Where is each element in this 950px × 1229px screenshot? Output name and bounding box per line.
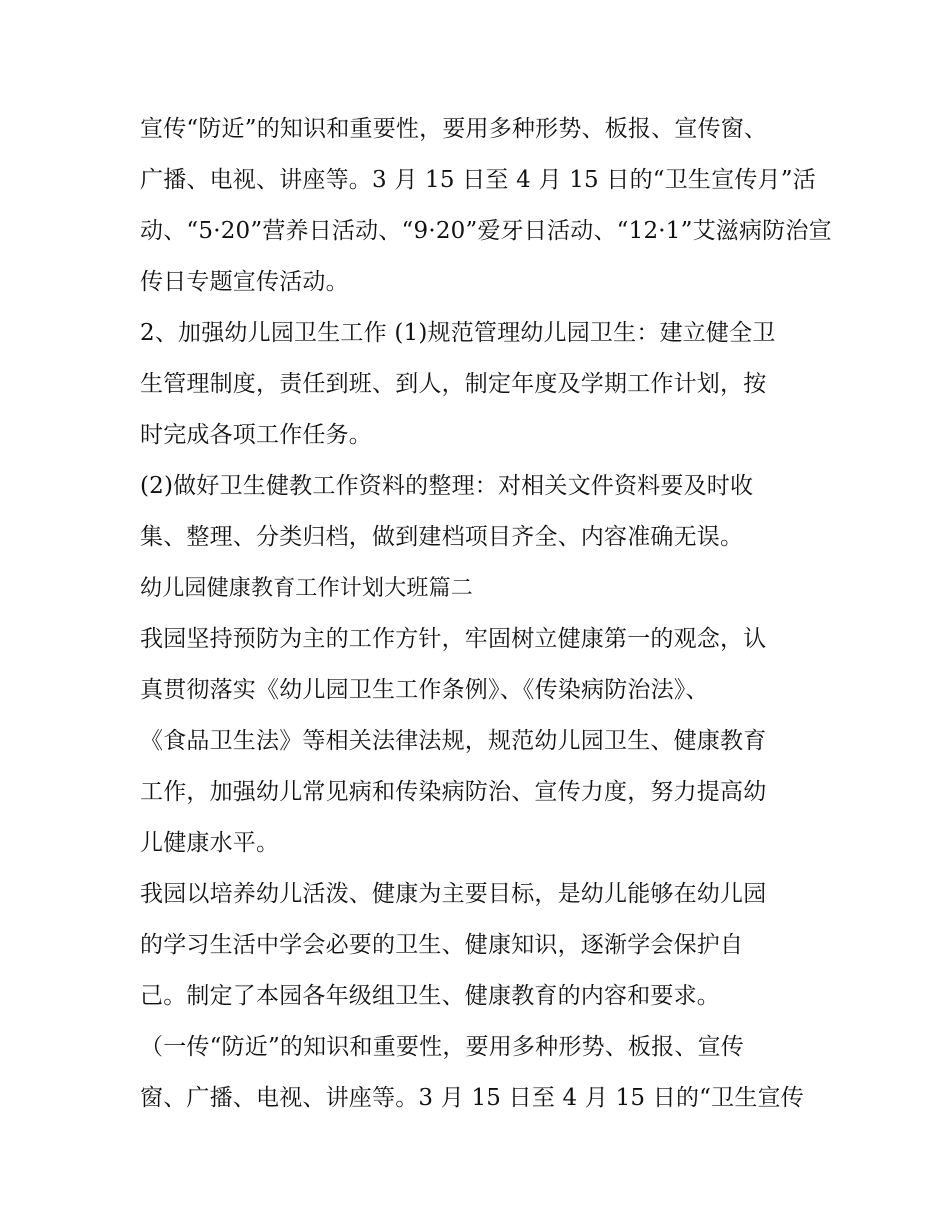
text-line: 时完成各项工作任务。 xyxy=(140,422,372,448)
document-body xyxy=(140,104,832,1124)
text-line: 我园坚持预防为主的工作方针，牢固树立健康第一的观念，认 xyxy=(140,626,767,652)
text-line: 窗、广播、电视、讲座等。3 月 15 日至 4 月 15 日的“卫生宣传 xyxy=(140,1085,804,1111)
text-line: 工作，加强幼儿常见病和传染病防治、宣传力度，努力提高幼 xyxy=(140,779,767,805)
text-line: 传日专题宣传活动。 xyxy=(140,269,349,295)
text-line: 我园以培养幼儿活泼、健康为主要目标，是幼儿能够在幼儿园 xyxy=(140,881,767,907)
text-line: 的学习生活中学会必要的卫生、健康知识，逐渐学会保护自 xyxy=(140,932,744,958)
text-line: (2)做好卫生健教工作资料的整理：对相关文件资料要及时收 xyxy=(140,473,754,499)
text-line: 生管理制度，责任到班、到人，制定年度及学期工作计划，按 xyxy=(140,371,767,397)
text-line: 2、加强幼儿园卫生工作 (1)规范管理幼儿园卫生：建立健全卫 xyxy=(140,320,776,346)
text-line: 《食品卫生法》等相关法律法规，规范幼儿园卫生、健康教育 xyxy=(140,728,767,754)
text-line: （一传“防近”的知识和重要性，要用多种形势、板报、宣传 xyxy=(140,1034,744,1060)
text-line: 广播、电视、讲座等。3 月 15 日至 4 月 15 日的“卫生宣传月”活 xyxy=(140,167,816,193)
text-line: 己。制定了本园各年级组卫生、健康教育的内容和要求。 xyxy=(140,983,720,1009)
section-heading: 幼儿园健康教育工作计划大班篇二 xyxy=(140,576,474,601)
text-line: 宣传“防近”的知识和重要性，要用多种形势、板报、宣传窗、 xyxy=(140,116,768,142)
text-line: 真贯彻落实《幼儿园卫生工作条例》、《传染病防治法》、 xyxy=(140,677,709,703)
text-line: 动、“5·20”营养日活动、“9·20”爱牙日活动、“12·1”艾滋病防治宣 xyxy=(140,218,832,244)
text-line: 集、整理、分类归档，做到建档项目齐全、内容准确无误。 xyxy=(140,524,744,550)
text-line: 儿健康水平。 xyxy=(140,830,280,856)
